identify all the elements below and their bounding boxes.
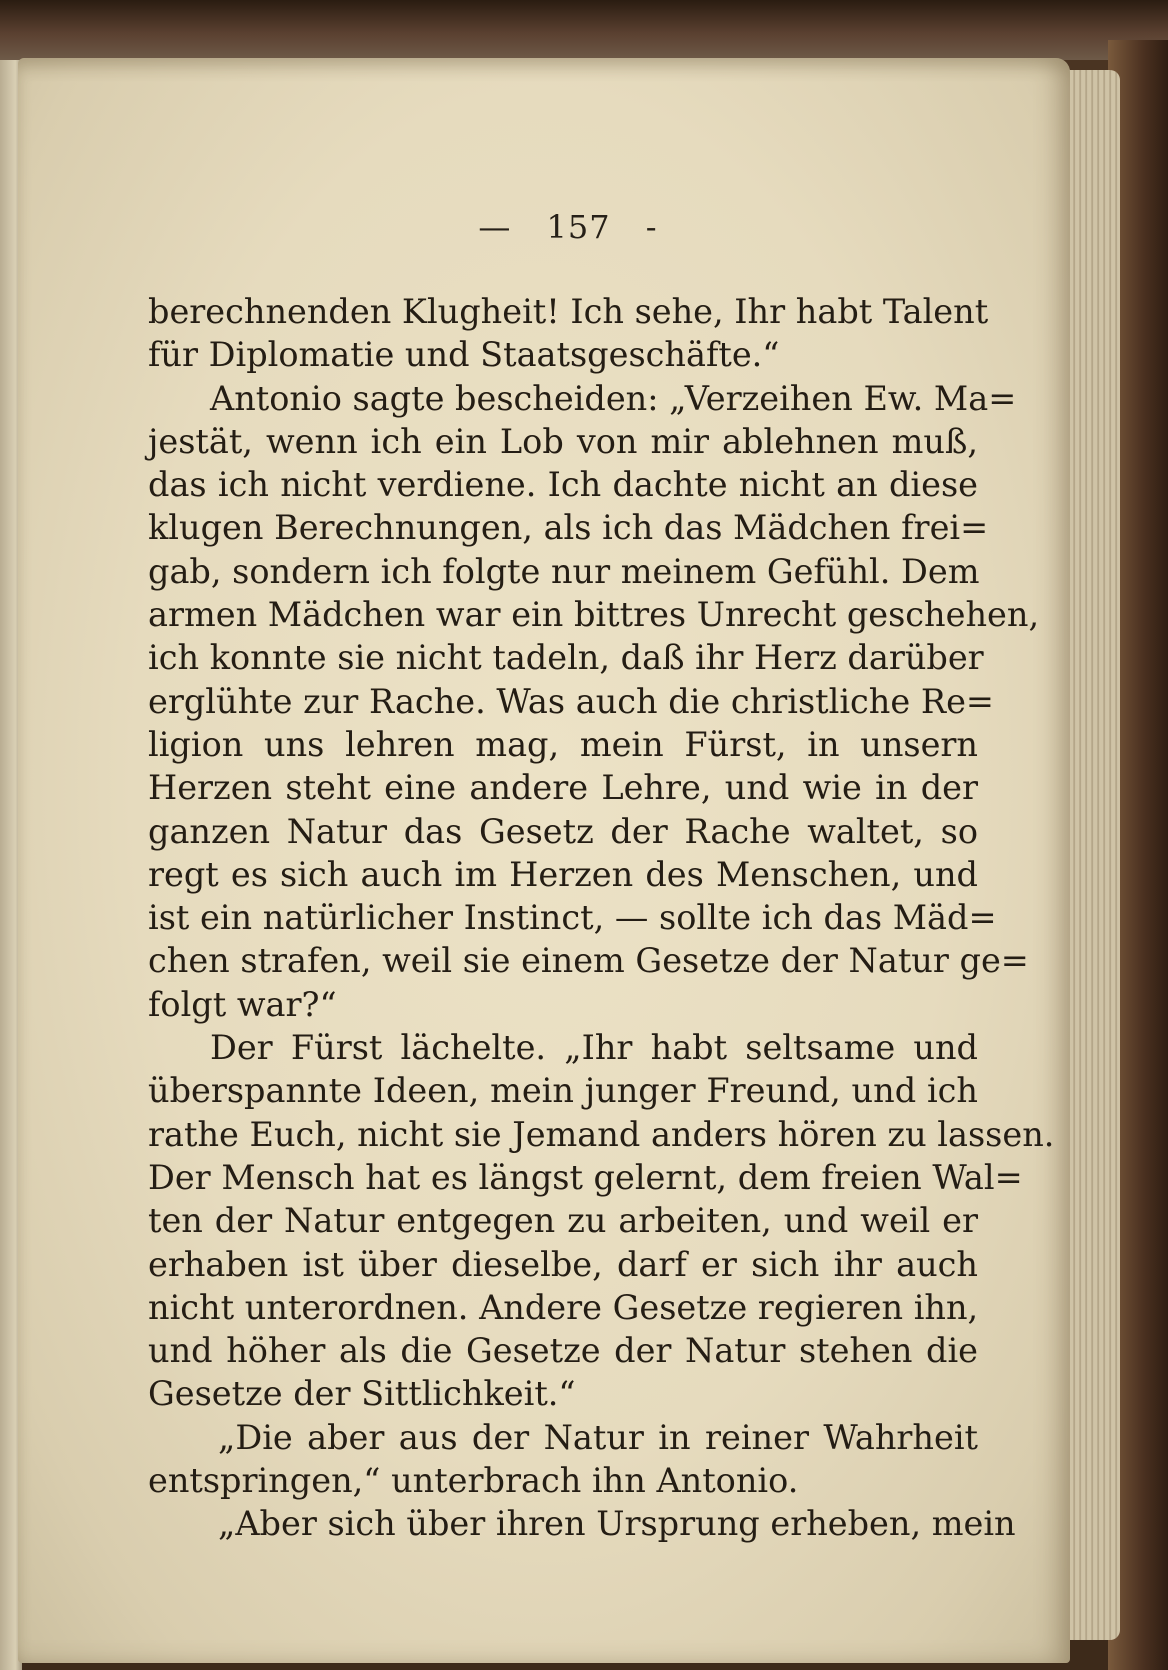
page-header [18, 208, 1118, 246]
text-line: ganzen Natur das Gesetz der Rache waltet, so [148, 811, 978, 851]
text-line: „Aber sich über ihren Ursprung erheben, mein [218, 1504, 1016, 1544]
text-line: überspannte Ideen, mein junger Freund, und ich [148, 1071, 978, 1111]
text-line: entspringen,“ unterbrach ihn Antonio. [148, 1461, 799, 1501]
text-line: berechnenden Klugheit! Ich sehe, Ihr habt Talent [148, 292, 989, 331]
text-line: Antonio sagte bescheiden: „Verzeihen Ew. Ma= [210, 378, 1017, 418]
text-line: „Die aber aus der Natur in reiner Wahrheit [218, 1417, 978, 1457]
text-line: ich konnte sie nicht tadeln, daß ihr Herz darüber [148, 638, 984, 678]
page-number: 157 [546, 208, 611, 246]
text-line: folgt war?“ [148, 984, 337, 1024]
text-line: armen Mädchen war ein bittres Unrecht geschehen, [148, 595, 1040, 635]
text-line: regt es sich auch im Herzen des Menschen, und [148, 854, 978, 894]
text-line: Gesetze der Sittlichkeit.“ [148, 1374, 576, 1414]
text-line: nicht unterordnen. Andere Gesetze regieren ihn, [148, 1287, 979, 1327]
text-line: gab, sondern ich folgte nur meinem Gefühl. Dem [148, 551, 980, 591]
text-line: Herzen steht eine andere Lehre, und wie in der [148, 768, 978, 808]
text-line: für Diplomatie und Staatsgeschäfte.“ [148, 335, 780, 375]
text-line: ligion uns lehren mag, mein Fürst, in unsern [148, 724, 978, 764]
text-line: chen strafen, weil sie einem Gesetze der Natur ge= [148, 941, 1029, 981]
body-text [148, 290, 1055, 1546]
text-line: und höher als die Gesetze der Natur stehen die [148, 1331, 978, 1371]
text-line: das ich nicht verdiene. Ich dachte nicht an diese [148, 465, 978, 505]
book-page [18, 58, 1070, 1663]
text-line: erhaben ist über dieselbe, darf er sich ihr auch [148, 1244, 978, 1284]
text-line: Der Fürst lächelte. „Ihr habt seltsame und [210, 1028, 978, 1068]
book-cover-top [0, 0, 1168, 60]
header-dash-left: — [478, 208, 512, 246]
text-line: Der Mensch hat es längst gelernt, dem freien Wal= [148, 1157, 1023, 1197]
header-dash-right: - [645, 208, 658, 246]
text-line: erglühte zur Rache. Was auch die christliche Re= [148, 681, 994, 721]
text-line: ten der Natur entgegen zu arbeiten, und weil er [148, 1201, 978, 1241]
text-line: ist ein natürlicher Instinct, — sollte ich das Mäd= [148, 898, 997, 938]
text-line: klugen Berechnungen, als ich das Mädchen frei= [148, 508, 989, 548]
text-line: jestät, wenn ich ein Lob von mir ablehnen muß, [148, 421, 978, 461]
text-line: rathe Euch, nicht sie Jemand anders hören zu lassen. [148, 1114, 1055, 1154]
